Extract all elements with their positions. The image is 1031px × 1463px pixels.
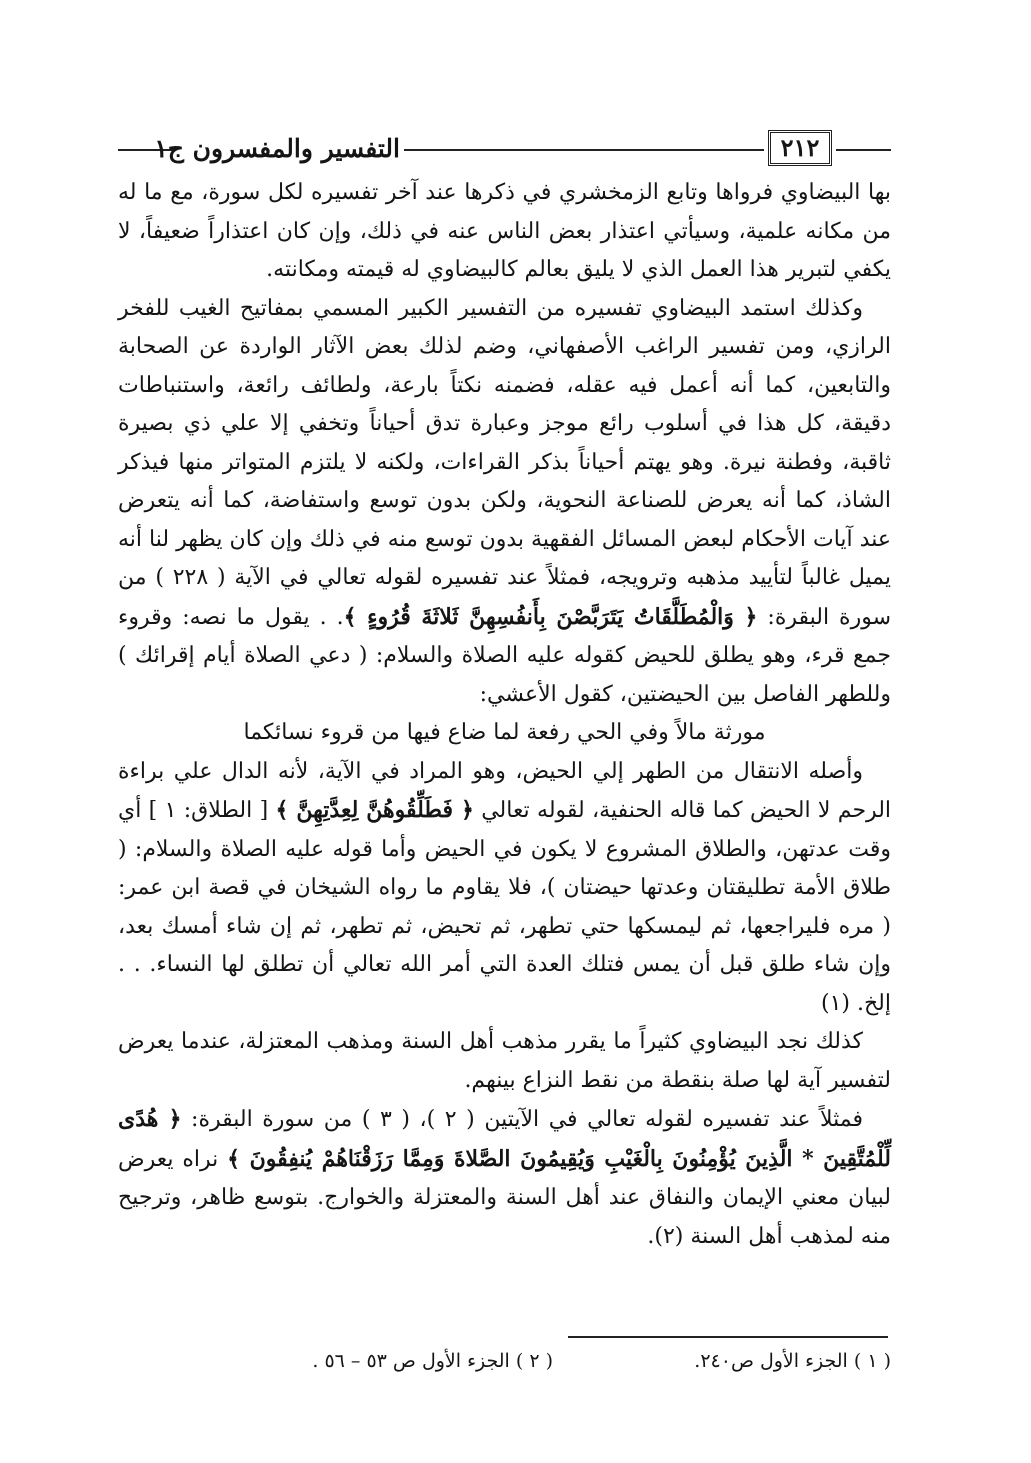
footnotes bbox=[200, 1350, 891, 1382]
paragraph-3-continuation: [ الطلاق: ١ ] أي وقت عدتهن، والطلاق المشروع لا يكون في الحيض وأما قوله عليه الصلاة والسلام: ( طلاق الأمة تطليقتان وعدتها حيضتان )، فلا يقاوم ما رواه الشيخان في قصة ابن عمر: ( مره فليراجعها، ثم ليمسكها حتي تطهر، ثم تحيض، ثم تطهر، ثم إن شاء أمسك بعد، وإن شاء طلق قبل أن يمس فتلك العدة التي أمر الله تعالي أن تطلق لها النساء. . . إلخ. (١) bbox=[118, 798, 891, 1016]
paragraph-2 bbox=[118, 290, 891, 715]
quran-baqarah-2-3: ﴿ هُدًى لِّلْمُتَّقِينَ * الَّذِينَ يُؤْمِنُونَ بِالْغَيْبِ وَيُقِيمُونَ الصَّلاةَ وَمِمَّا رَزَقْنَاهُمْ يُنفِقُونَ ﴾ bbox=[118, 1106, 891, 1172]
paragraph-5-text: فمثلاً عند تفسيره لقوله تعالي في الآيتين ( ٢ )، ( ٣ ) من سورة البقرة: bbox=[191, 1107, 864, 1132]
body-text bbox=[118, 174, 891, 1256]
paragraph-5 bbox=[118, 1100, 891, 1256]
page-number: ٢١٢ bbox=[768, 130, 832, 166]
paragraph-4: كذلك نجد البيضاوي كثيراً ما يقرر مذهب أهل السنة ومذهب المعتزلة، عندما يعرض لتفسير آية لها صلة بنقطة من نقط النزاع بينهم. bbox=[118, 1029, 891, 1093]
header-rule-right bbox=[836, 149, 891, 151]
page bbox=[118, 126, 891, 1256]
header-rule-middle bbox=[404, 149, 764, 151]
paragraph-5-continuation: نراه يعرض لبيان معني الإيمان والنفاق عند أهل السنة والمعتزلة والخوارج. بتوسع ظاهر، وترجيح منه لمذهب أهل السنة (٢). bbox=[118, 1146, 891, 1249]
poetry-verse: مورثة مالاً وفي الحي رفعة لما ضاع فيها من قروء نسائكما bbox=[243, 720, 766, 745]
paragraph-1: بها البيضاوي فرواها وتابع الزمخشري في ذكرها عند آخر تفسيره لكل سورة، مع ما له من مكانه علمية، وسيأتي اعتذار بعض الناس عنه في ذلك، وإن كان اعتذاراً ضعيفاً، لا يكفي لتبرير هذا العمل الذي لا يليق بعالم كالبيضاوي له قيمته ومكانته. bbox=[118, 180, 891, 282]
footnote-separator bbox=[568, 1336, 888, 1338]
paragraph-2-continuation: . . يقول ما نصه: وقروء جمع قرء، وهو يطلق للحيض كقوله عليه الصلاة والسلام: ( دعي الصلاة أيام إقرائك ) وللطهر الفاصل بين الحيضتين، كقول الأعشي: bbox=[118, 604, 891, 707]
footnote-1: ( ١ ) الجزء الأول ص٢٤٠. bbox=[694, 1350, 891, 1372]
quran-talaq-1: ﴿ فَطَلِّقُوهُنَّ لِعِدَّتِهِنَّ ﴾ bbox=[275, 797, 474, 823]
paragraph-3-text: وأصله الانتقال من الطهر إلي الحيض، وهو المراد في الآية، لأنه الدال علي براءة الرحم لا الحيض كما قاله الحنفية، لقوله تعالي bbox=[118, 758, 892, 823]
quran-baqarah-228: ﴿ وَالْمُطَلَّقَاتُ يَتَرَبَّصْنَ بِأَنفُسِهِنَّ ثَلاثَةَ قُرُوءٍ ﴾ bbox=[343, 603, 758, 630]
footnote-2: ( ٢ ) الجزء الأول ص ٥٣ – ٥٦ . bbox=[312, 1350, 553, 1372]
running-title: التفسير والمفسرون ج١ bbox=[154, 134, 400, 163]
paragraph-3 bbox=[118, 753, 891, 1024]
paragraph-2-text: وكذلك استمد البيضاوي تفسيره من التفسير الكبير المسمي بمفاتيح الغيب للفخر الرازي، ومن تفسير الراغب الأصفهاني، وضم لذلك بعض الآثار الواردة عن الصحابة والتابعين، كما أنه أعمل فيه عقله، فضمنه نكتاً بارعة، ولطائف رائعة، واستنباطات دقيقة، كل هذا في أسلوب رائع موجز وعبارة تدق أحياناً وتخفي إلا علي ذي بصيرة ثاقبة، وفطنة نيرة. وهو يهتم أحياناً بذكر القراءات، ولكنه لا يلتزم المتواتر منها فيذكر الشاذ، كما أنه يعرض للصناعة النحوية، ولكن بدون توسع واستفاضة، كما أنه يتعرض عند آيات الأحكام لبعض المسائل الفقهية بدون توسع منه في ذلك وإن كان يظهر لنا أنه يميل غالباً لتأييد مذهبه وترويجه، فمثلاً عند تفسيره لقوله تعالي في الآية ( ٢٢٨ ) من سورة البقرة: bbox=[118, 295, 892, 630]
page-header bbox=[118, 126, 891, 174]
